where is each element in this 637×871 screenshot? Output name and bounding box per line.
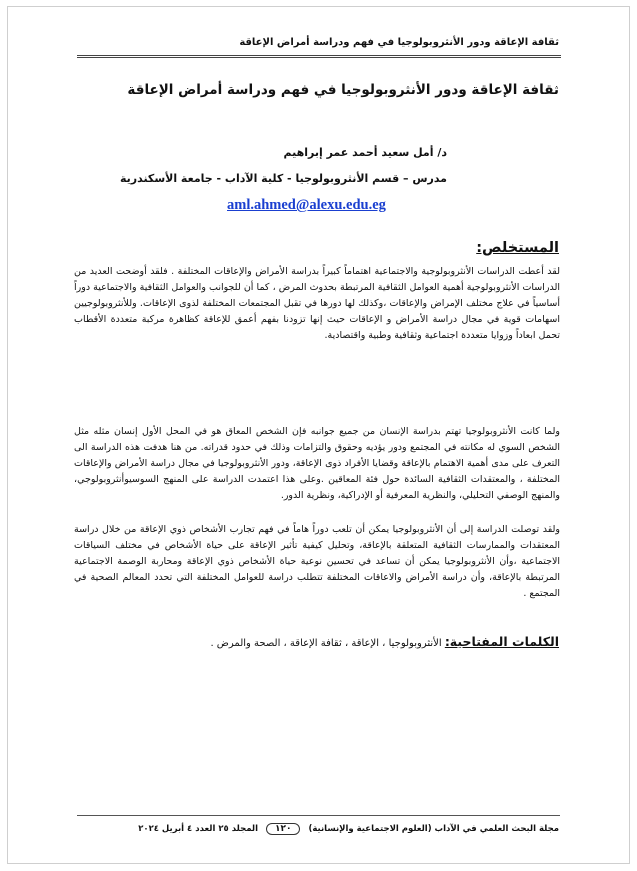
- keywords-list: الأنثروبولوجيا ، الإعاقة ، ثقافة الإعاقة ، الصحة والمرض .: [210, 638, 442, 649]
- footer-issue: المجلد ٢٥ العدد ٤ أبريل ٢٠٢٤: [138, 824, 259, 834]
- author-name: د/ أمل سعيد أحمد عمر إبراهيم: [283, 146, 447, 159]
- footer: [138, 823, 559, 835]
- article-title: ثقافة الإعاقة ودور الأنثروبولوجيا في فهم ودراسة أمراض الإعاقة: [127, 82, 559, 98]
- keywords-label: الكلمات المفتاحية:: [444, 634, 559, 649]
- footer-journal-name: مجلة البحث العلمي في الآداب (العلوم الاجتماعية والإنسانية): [308, 824, 559, 834]
- abstract-paragraph-2: ولما كانت الأنثروبولوجيا تهتم بدراسة الإنسان من جميع جوانبه فإن الشخص المعاق هو في المحل الأول إنسان مثله مثل الشخص السوي له مكانته في المجتمع ودور يؤديه وحقوق والتزامات وذلك في حدود قدراته. من هنا هدفت هذه الدراسة الى التعرف على مدى أهمية الاهتمام بالإعاقة وقضايا الأفراد ذوى الإعاقة، ودور الأنثروبولوجيا في مجال دراسة الأمراض والإعاقات المختلفة ، والمعتقدات الثقافية السائدة حول فئة المعاقين .وعلى هذا اعتمدت الدراسة على المنهج السوسيوأنثروبولوجي، والمنهج الوصفي التحليلي، والنظرية المعرفية أو الإدراكية، ونظرية الدور.: [74, 426, 560, 501]
- abstract-paragraph-3: ولقد توصلت الدراسة إلى أن الأنثروبولوجيا يمكن أن تلعب دوراً هاماً في فهم تجارب الأشخاص ذوي الإعاقة من خلال دراسة المعتقدات والممارسات الثقافية المتعلقة بالإعاقة، وتحليل كيفية تأثير الإعاقة على حياة الأشخاص في مختلف السياقات الاجتماعية ،وأن الأنثروبولوجيا يمكن أن تساعد في تحسين نوعية حياة الأشخاص ذوي الإعاقة ومحاربة الوصمة الاجتماعية المرتبطة بالإعاقة، وأن دراسة الأمراض والاعاقات المختلفة تتطلب دراسة للعوامل المختلفة التي تحدد المعالم الصحية في المجتمع .: [74, 524, 560, 599]
- running-header: ثقافة الإعاقة ودور الأنثروبولوجيا في فهم ودراسة أمراض الإعاقة: [239, 37, 559, 48]
- keywords-line: [210, 634, 559, 649]
- footer-rule: [77, 815, 560, 816]
- abstract-heading: المستخلص:: [476, 240, 559, 256]
- abstract-paragraph-1: لقد أعطت الدراسات الأنثروبولوجية والاجتماعية اهتماماً كبيراً بدراسة الأمراض والإعاقات المختلفة . فلقد أوضحت العديد من الدراسات الأنثروبولوجية أهمية العوامل الثقافية المرتبطة بحدوث المرض ، كما أن للجوانب والعوامل الثقافية والاجتماعية دوراً أساسياً في علاج مختلف الإمراض والإعاقات ،وكذلك لها دورها في تقبل المجتمعات المختلفة لذوى الإعاقات. وللأنثروبولوجيين اسهامات قوية في مجال دراسة الأمراض و الإعاقات حيث إنها تزودنا بفهم أعمق للإعاقة كظاهرة مركبة متعددة الأقطاب تحمل ابعاداً وزوايا متعددة اجتماعية وثقافية وطبية واقتصادية.: [74, 266, 560, 341]
- author-email-link[interactable]: aml.ahmed@alexu.edu.eg: [227, 197, 386, 213]
- author-affiliation: مدرس – قسم الأنثروبولوجيا - كلية الآداب - جامعة الأسكندرية: [119, 172, 447, 185]
- header-rule-bottom: [77, 57, 561, 58]
- page-number: ١٢٠: [266, 823, 300, 835]
- header-rule-top: [77, 55, 561, 56]
